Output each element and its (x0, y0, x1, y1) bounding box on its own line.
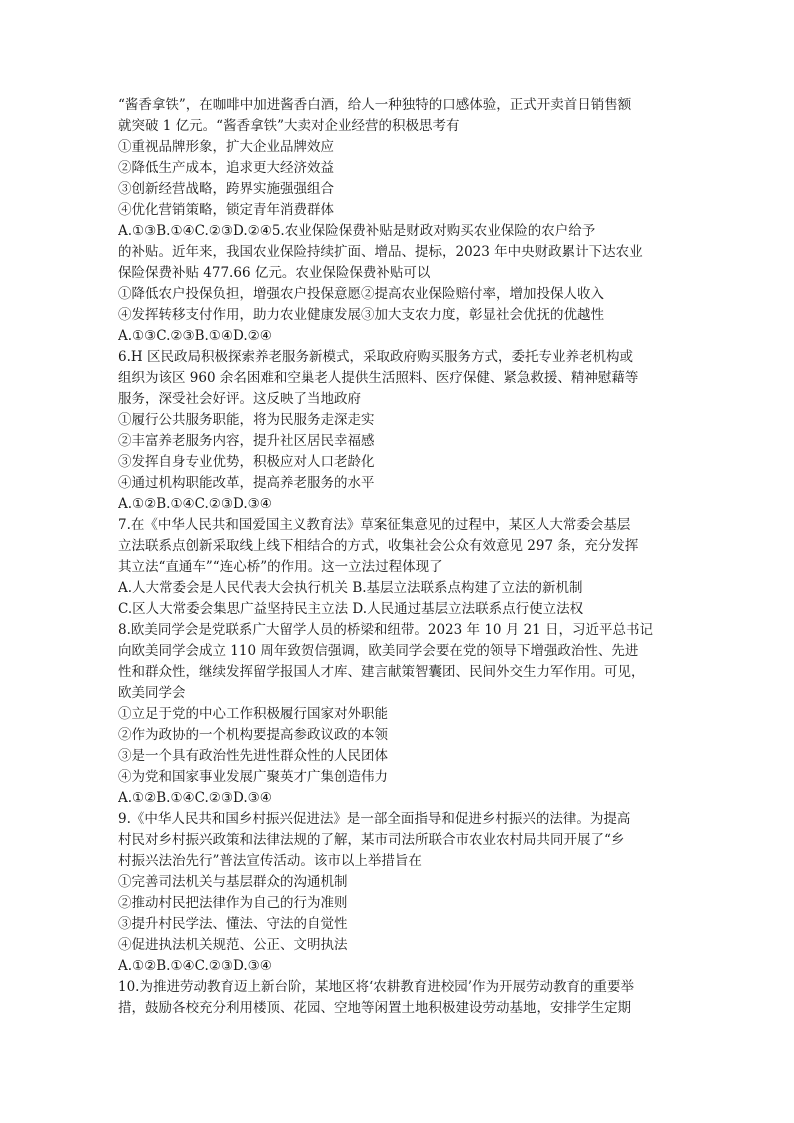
text-line: ①重视品牌形象，扩大企业品牌效应 (118, 139, 334, 155)
text-line: ③提升村民学法、懂法、守法的自觉性 (118, 916, 348, 932)
text-line: 10.为推进劳动教育迈上新台阶，某地区将‘农耕教育进校园’作为开展劳动教育的重要举 (118, 979, 635, 995)
text-line: 9.《中华人民共和国乡村振兴促进法》是一部全面指导和促进乡村振兴的法律。为提高 (118, 811, 631, 827)
text-line: 6.H 区民政局积极探索养老服务新模式，采取政府购买服务方式，委托专业养老机构或 (118, 349, 633, 365)
text-line: ②降低生产成本，追求更大经济效益 (118, 160, 334, 176)
text-line: 8.欧美同学会是党联系广大留学人员的桥梁和纽带。2023 年 10 月 21 日，习近平总书记 (118, 622, 654, 638)
text-line: 向欧美同学会成立 110 周年致贺信强调，欧美同学会要在党的领导下增强政治性、先进 (118, 643, 639, 659)
text-line: 性和群众性，继续发挥留学报国人才库、建言献策智囊团、民间外交生力军作用。可见， (118, 664, 645, 680)
text-line: A.①②B.①④C.②③D.③④ (118, 958, 272, 974)
text-line: ④为党和国家事业发展广聚英才广集创造伟力 (118, 769, 388, 785)
text-line: ④优化营销策略，锁定青年消费群体 (118, 202, 334, 218)
text-line: 保险保费补贴 477.66 亿元。农业保险保费补贴可以 (118, 265, 431, 281)
text-line: ①降低农户投保负担，增强农户投保意愿②提高农业保险赔付率，增加投保人收入 (118, 286, 604, 302)
text-line: ③是一个具有政治性先进性群众性的人民团体 (118, 748, 388, 764)
text-line: 措，鼓励各校充分利用楼顶、花园、空地等闲置土地积极建设劳动基地，安排学生定期 (118, 1000, 631, 1016)
text-line: ③创新经营战略，跨界实施强强组合 (118, 181, 334, 197)
text-line: ②丰富养老服务内容，提升社区居民幸福感 (118, 433, 375, 449)
text-line: ①完善司法机关与基层群众的沟通机制 (118, 874, 348, 890)
text-line: A.①③B.①④C.②③D.②④5.农业保险保费补贴是财政对购买农业保险的农户给予 (118, 223, 596, 239)
text-line: C.区人大常委会集思广益坚持民主立法 D.人民通过基层立法联系点行使立法权 (118, 601, 584, 617)
text-line: 组织为该区 960 余名困难和空巢老人提供生活照料、医疗保健、紧急救援、精神慰藉等 (118, 370, 639, 386)
text-line: ④通过机构职能改革，提高养老服务的水平 (118, 475, 375, 491)
text-line: ①立足于党的中心工作积极履行国家对外职能 (118, 706, 388, 722)
text-line: 7.在《中华人民共和国爱国主义教育法》草案征集意见的过程中，某区人大常委会基层 (118, 517, 631, 533)
text-line: ④发挥转移支付作用，助力农业健康发展③加大支农力度，彰显社会优抚的优越性 (118, 307, 604, 323)
text-line: 欧美同学会 (118, 685, 186, 701)
text-line: 立法联系点创新采取线上线下相结合的方式，收集社会公众有效意见 297 条，充分发挥 (118, 538, 639, 554)
text-line: ②作为政协的一个机构要提高参政议政的本领 (118, 727, 388, 743)
text-line: 村振兴法治先行”普法宣传活动。该市以上举措旨在 (118, 853, 422, 869)
text-line: A.人大常委会是人民代表大会执行机关 B.基层立法联系点构建了立法的新机制 (118, 580, 583, 596)
text-line: 服务，深受社会好评。这反映了当地政府 (118, 391, 361, 407)
text-line: ③发挥自身专业优势，积极应对人口老龄化 (118, 454, 375, 470)
text-line: 其立法“直通车”“连心桥”的作用。这一立法过程体现了 (118, 559, 443, 575)
document-page (118, 95, 678, 1019)
text-line: ④促进执法机关规范、公正、文明执法 (118, 937, 348, 953)
text-line: A.①②B.①④C.②③D.③④ (118, 496, 272, 512)
text-line: 村民对乡村振兴政策和法律法规的了解，某市司法所联合市农业农村局共同开展了“乡 (118, 832, 625, 848)
text-line: ①履行公共服务职能，将为民服务走深走实 (118, 412, 375, 428)
text-line: ②推动村民把法律作为自己的行为准则 (118, 895, 348, 911)
text-line: 的补贴。近年来，我国农业保险持续扩面、增品、提标，2023 年中央财政累计下达农业 (118, 244, 643, 260)
text-line: “酱香拿铁”，在咖啡中加进酱香白酒，给人一种独特的口感体验，正式开卖首日销售额 (118, 97, 632, 113)
text-line: 就突破 1 亿元。“酱香拿铁”大卖对企业经营的积极思考有 (118, 118, 460, 134)
text-line: A.①②B.①④C.②③D.③④ (118, 790, 272, 806)
text-line: A.①③C.②③B.①④D.②④ (118, 328, 272, 344)
